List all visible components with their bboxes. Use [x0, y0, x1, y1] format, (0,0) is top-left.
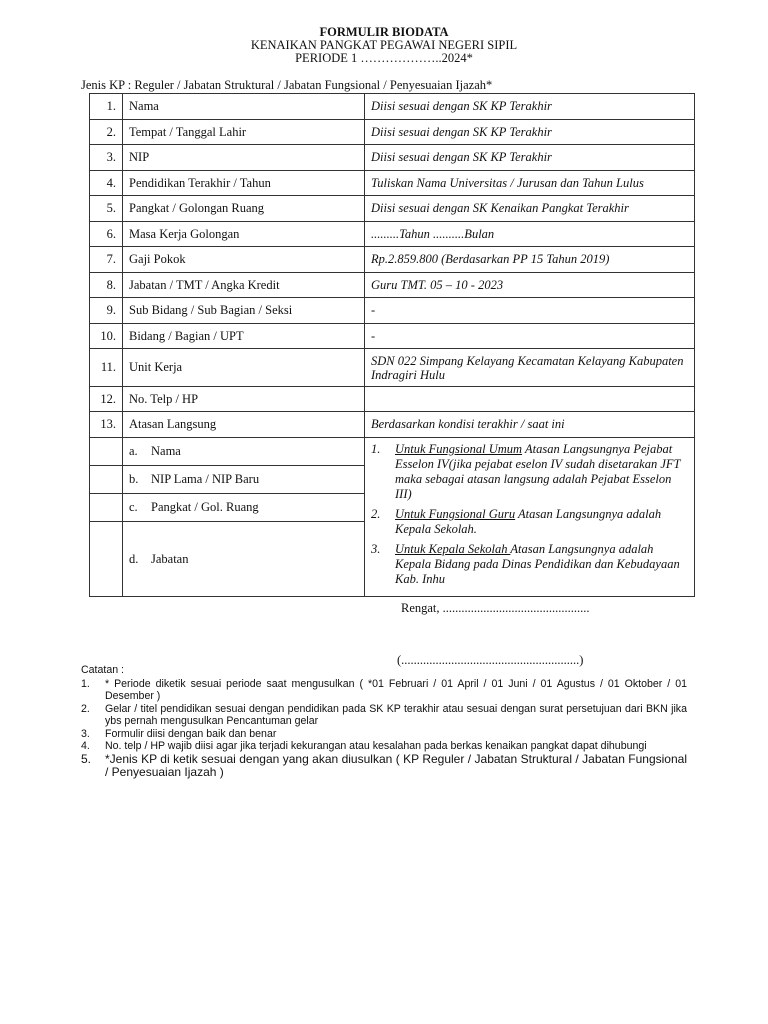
field-value: -: [365, 324, 695, 349]
form-title: FORMULIR BIODATA: [319, 25, 449, 39]
form-header: [0, 26, 768, 65]
table-row: [90, 273, 695, 298]
list-item: 2. Gelar / titel pendidikan sesuai dengan pendidikan pada SK KP terakhir atau sesuai dengan surat persetujuan dari BKN jika ybs pernah mengusulkan Pencantuman gelar: [81, 702, 687, 727]
biodata-table: [89, 93, 695, 597]
list-item: 1. Untuk Fungsional Umum Atasan Langsungnya Pejabat Esselon IV(jika pejabat eselon IV sudah disetarakan JFT maka sebagai atasan langsung adalah Pejabat Esselon III): [371, 442, 681, 501]
field-label: Unit Kerja: [123, 349, 365, 387]
row-number: 3.: [90, 145, 123, 171]
field-label: Atasan Langsung: [123, 412, 365, 438]
form-subtitle: KENAIKAN PANGKAT PEGAWAI NEGERI SIPIL: [250, 38, 518, 52]
list-item: 2. Untuk Fungsional Guru Atasan Langsungnya adalah Kepala Sekolah.: [371, 507, 662, 536]
field-value: .........Tahun ..........Bulan: [365, 222, 695, 247]
field-value: Diisi sesuai dengan SK Kenaikan Pangkat Terakhir: [365, 196, 695, 222]
row-number: 9.: [90, 298, 123, 324]
field-label: Sub Bidang / Sub Bagian / Seksi: [123, 298, 365, 324]
list-item: 1. * Periode diketik sesuai periode saat mengusulkan ( *01 Februari / 01 April / 01 Juni / 01 Agustus / 01 Oktober / 01 Desember ): [81, 677, 687, 702]
field-value: Diisi sesuai dengan SK KP Terakhir: [365, 120, 695, 145]
form-periode: PERIODE 1 ………………..2024*: [295, 51, 473, 65]
field-label: Bidang / Bagian / UPT: [123, 324, 365, 349]
place-date-line: Rengat, ...............................................: [401, 601, 590, 615]
field-value: SDN 022 Simpang Kelayang Kecamatan Kelayang Kabupaten Indragiri Hulu: [365, 349, 695, 387]
atasan-sub-label: c. Pangkat / Gol. Ruang: [123, 494, 365, 522]
table-row: [90, 120, 695, 145]
atasan-sub-label: d. Jabatan: [123, 522, 365, 597]
field-label: Tempat / Tanggal Lahir: [123, 120, 365, 145]
field-value: Berdasarkan kondisi terakhir / saat ini: [365, 412, 695, 438]
field-label: Gaji Pokok: [123, 247, 365, 273]
row-number-empty: [90, 522, 123, 597]
table-row: [90, 324, 695, 349]
list-item: 3. Untuk Kepala Sekolah Atasan Langsungnya adalah Kepala Bidang pada Dinas Pendidikan dan Kebudayaan Kab. Inhu: [371, 542, 680, 586]
row-number: 7.: [90, 247, 123, 273]
row-number: 2.: [90, 120, 123, 145]
row-number: 13.: [90, 412, 123, 438]
row-number-empty: [90, 494, 123, 522]
field-value: Diisi sesuai dengan SK KP Terakhir: [365, 145, 695, 171]
field-value: Diisi sesuai dengan SK KP Terakhir: [365, 94, 695, 120]
field-label: Pangkat / Golongan Ruang: [123, 196, 365, 222]
field-value: Tuliskan Nama Universitas / Jurusan dan Tahun Lulus: [365, 171, 695, 196]
table-row: [90, 438, 695, 466]
row-number: 5.: [90, 196, 123, 222]
field-label: NIP: [123, 145, 365, 171]
field-value-empty: [365, 387, 695, 412]
signature-line: (.........................................................): [397, 653, 584, 667]
table-row: [90, 247, 695, 273]
row-number: 6.: [90, 222, 123, 247]
field-label: No. Telp / HP: [123, 387, 365, 412]
list-item: 3. Formulir diisi dengan baik dan benar: [81, 727, 277, 740]
list-item: 5. *Jenis KP di ketik sesuai dengan yang akan diusulkan ( KP Reguler / Jabatan Struktural / Jabatan Fungsional / Penyesuaian Ijazah ): [81, 751, 687, 779]
field-value: Rp.2.859.800 (Berdasarkan PP 15 Tahun 2019): [365, 247, 695, 273]
table-row: [90, 196, 695, 222]
atasan-notes-list: [371, 442, 688, 587]
table-row: [90, 412, 695, 438]
table-row: [90, 94, 695, 120]
row-number: 1.: [90, 94, 123, 120]
catatan-section: [81, 664, 687, 779]
row-number-empty: [90, 466, 123, 494]
row-number: 4.: [90, 171, 123, 196]
table-row: [90, 171, 695, 196]
row-number: 8.: [90, 273, 123, 298]
atasan-sub-label: a. Nama: [123, 438, 365, 466]
catatan-title: Catatan :: [81, 664, 124, 676]
field-label: Nama: [123, 94, 365, 120]
jenis-kp-line: Jenis KP : Reguler / Jabatan Struktural / Jabatan Fungsional / Penyesuaian Ijazah*: [81, 78, 493, 92]
field-label: Pendidikan Terakhir / Tahun: [123, 171, 365, 196]
table-row: [90, 222, 695, 247]
field-label: Masa Kerja Golongan: [123, 222, 365, 247]
row-number: 10.: [90, 324, 123, 349]
table-row: [90, 298, 695, 324]
row-number: 11.: [90, 349, 123, 387]
atasan-notes: [365, 438, 695, 597]
field-value: -: [365, 298, 695, 324]
row-number-empty: [90, 438, 123, 466]
table-row: [90, 387, 695, 412]
row-number: 12.: [90, 387, 123, 412]
table-row: [90, 349, 695, 387]
table-row: [90, 145, 695, 171]
field-value: Guru TMT. 05 – 10 - 2023: [365, 273, 695, 298]
list-item: 4. No. telp / HP wajib diisi agar jika terjadi kekurangan atau kesalahan pada berkas kenaikan pangkat dapat dihubungi: [81, 740, 647, 752]
field-label: Jabatan / TMT / Angka Kredit: [123, 273, 365, 298]
atasan-sub-label: b. NIP Lama / NIP Baru: [123, 466, 365, 494]
